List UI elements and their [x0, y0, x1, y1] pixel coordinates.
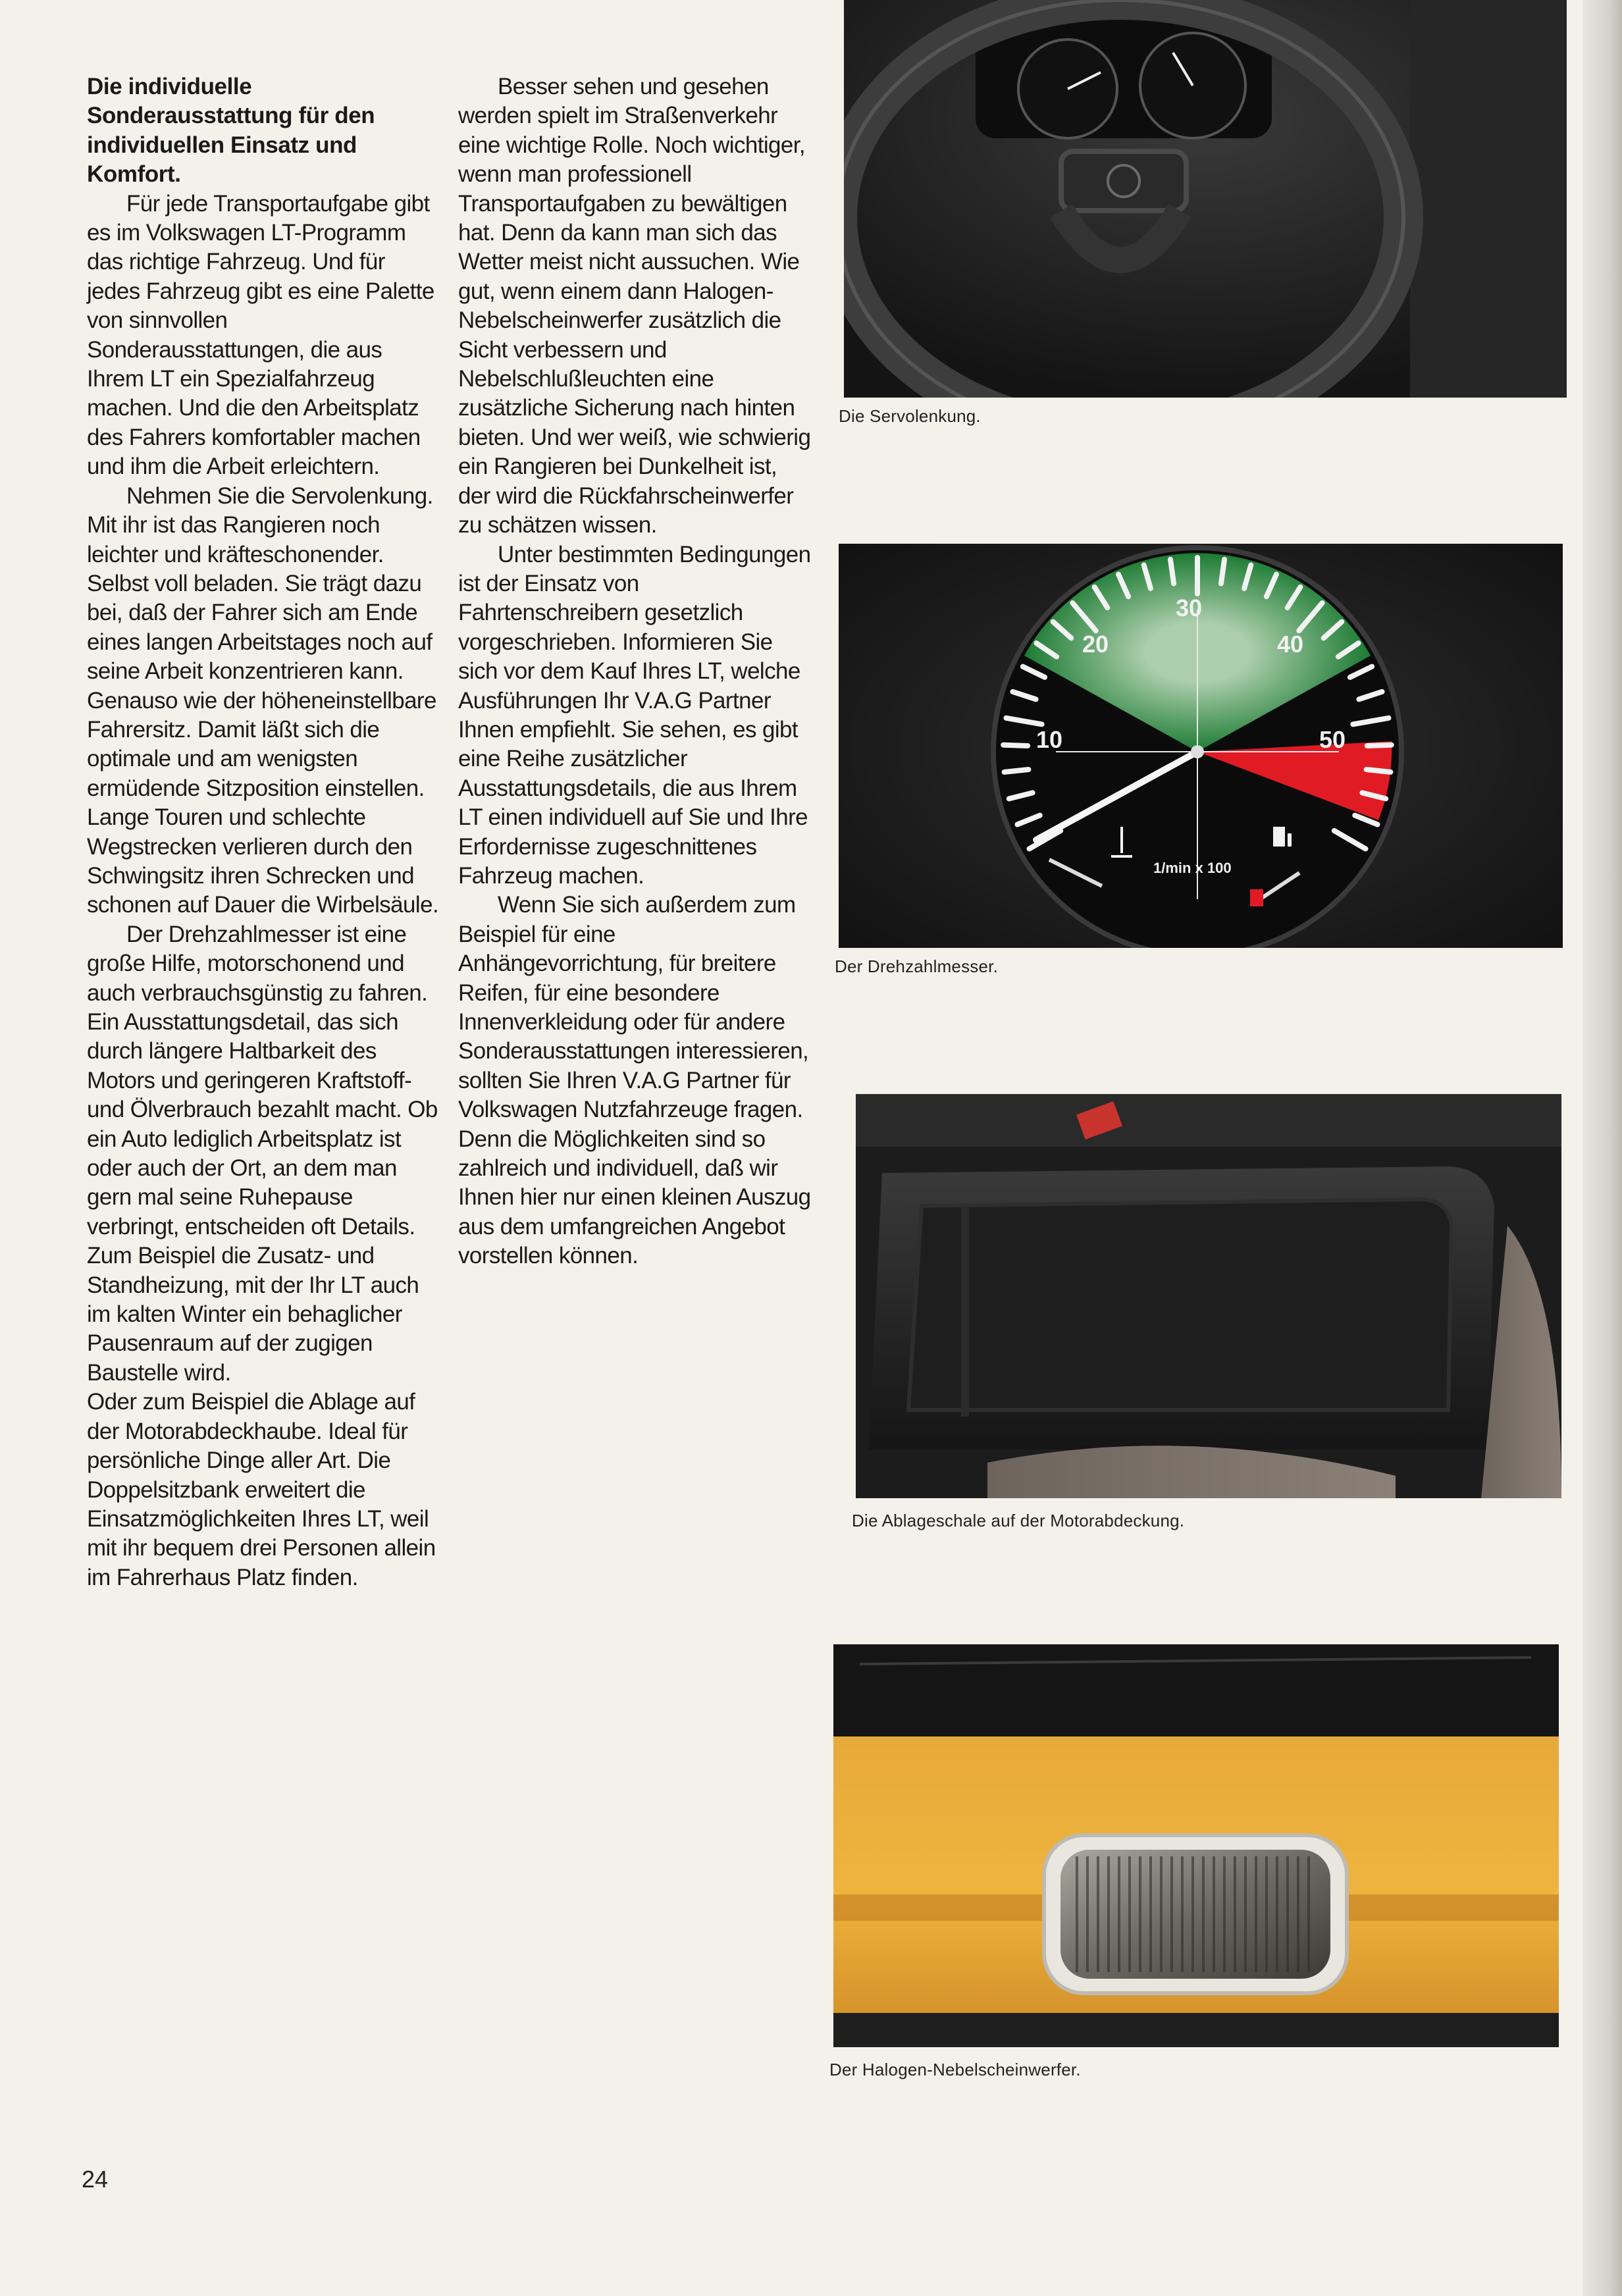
paragraph: Besser sehen und gesehen werden spielt im Straßenverkehr eine wichtige Rolle. Noch wichtiger, wenn man professionell Transportaufgaben zu bewältigen hat. Denn da kann man sich das Wetter meist nicht aussuchen. Wie gut, wenn einem dann Halogen-Nebelscheinwerfer zusätzlich die Sicht verbessern und Nebelschlußleuchten eine zusätzliche Sicherung nach hinten bieten. Und wer weiß, wie schwierig ein Rangieren bei Dunkelheit ist, der wird die Rückfahrscheinwerfer zu schätzen wissen. [458, 74, 811, 538]
page-number: 24 [82, 2166, 109, 2193]
text-column-left [87, 72, 440, 1592]
tick-label: 40 [1277, 631, 1304, 658]
page-edge [1583, 0, 1622, 2296]
gauge-tick [1221, 560, 1224, 584]
gauge-tick [1003, 745, 1028, 746]
storage-tray-illustration [856, 1094, 1561, 1498]
steering-wheel-illustration [844, 0, 1567, 398]
tachometer-gauge [839, 544, 1563, 948]
fog-lamp-illustration [833, 1644, 1559, 2047]
paragraph: Nehmen Sie die Servolenkung. Mit ihr ist das Rangieren noch leichter und kräfteschonender. Selbst voll beladen. Sie trägt dazu bei, daß der Fahrer sich am Ende eines langen Arbeitstages noch auf seine Arbeit konzentrieren kann. Genauso wie der höheneinstellbare Fahrersitz. Damit läßt sich die optimale und am wenigsten ermüdende Sitzposition einstellen. Lange Touren und schlechte Wegstrecken verlieren durch den Schwingsitz ihren Schrecken und schonen auf Dauer die Wirbelsäule. [87, 483, 439, 918]
caption-storage-tray: Die Ablageschale auf der Motorabdeckung. [852, 1511, 1185, 1530]
paragraph: Oder zum Beispiel die Ablage auf der Motorabdeckhaube. Ideal für persönliche Dinge aller Art. Die Doppelsitzbank erweitert die Einsatzmöglichkeiten Ihres LT, weil mit ihr bequem drei Personen allein im Fahrerhaus Platz finden. [87, 1389, 436, 1590]
tick-label: 20 [1082, 631, 1109, 658]
caption-fog-lamp: Der Halogen-Nebelscheinwerfer. [829, 2060, 1081, 2079]
tick-label: 50 [1319, 726, 1346, 753]
tick-label: 30 [1176, 594, 1203, 621]
gauge-tick [1367, 770, 1391, 772]
paragraph: Der Drehzahlmesser ist eine große Hilfe, motorschonend und auch verbrauchsgünstig zu fahren. Ein Ausstattungsdetail, das sich durch längere Haltbarkeit des Motors und geringeren Kraftstoff- und Ölverbrauch bezahlt macht. Ob ein Auto lediglich Arbeitsplatz ist oder auch der Ort, an dem man gern mal seine Ruhepause verbringt, entscheiden oft Details. Zum Beispiel die Zusatz- und Standheizung, mit der Ihr LT auch im kalten Winter ein behaglicher Pausenraum auf der zugigen Baustelle wird. [87, 921, 438, 1386]
photo-tachometer [839, 544, 1563, 948]
caption-power-steering: Die Servolenkung. [839, 406, 981, 426]
paragraph: Unter bestimmten Bedingungen ist der Einsatz von Fahrtenschreibern gesetzlich vorgeschrieben. Informieren Sie sich vor dem Kauf Ihres LT, welche Ausführungen Ihr V.A.G Partner Ihnen empfiehlt. Sie sehen, es gibt eine Reihe zusätzlicher Ausstattungsdetails, die aus Ihrem LT einen individuell auf Sie und Ihre Erfordernisse zugeschnittenes Fahrzeug machen. [458, 541, 811, 889]
paragraph: Für jede Transportaufgabe gibt es im Volkswagen LT-Programm das richtige Fahrzeug. Und für jedes Fahrzeug gibt es eine Palette von sinnvollen Sonderausstattungen, die aus Ihrem LT ein Spezialfahrzeug machen. Und die den Arbeitsplatz des Fahrers komfortabler machen und ihm die Arbeit erleichtern. [87, 190, 434, 480]
photo-fog-lamp [833, 1644, 1559, 2047]
gauge-unit-label: 1/min x 100 [1153, 860, 1232, 876]
paragraph: Wenn Sie sich außerdem zum Beispiel für eine Anhängevorrichtung, für breitere Reifen, für eine besondere Innenverkleidung oder für andere Sonderausstattungen interessieren, sollten Sie Ihren V.A.G Partner für Volkswagen Nutzfahrzeuge fragen. Denn die Möglichkeiten sind so zahlreich und individuell, daß wir Ihnen hier nur einen kleinen Auszug aus dem umfangreichen Angebot vorstellen können. [458, 892, 811, 1269]
photo-power-steering [844, 0, 1567, 398]
gauge-tick [1005, 770, 1029, 772]
article-heading: Die individuelle Sonderausstattung für den individuellen Einsatz und Komfort. [87, 74, 375, 188]
tick-label: 10 [1036, 726, 1063, 753]
gauge-tick [1367, 745, 1392, 746]
gauge-tick [1170, 560, 1174, 584]
photo-storage-tray [856, 1094, 1561, 1498]
text-column-right [458, 72, 811, 1271]
caption-tachometer: Der Drehzahlmesser. [835, 956, 998, 976]
